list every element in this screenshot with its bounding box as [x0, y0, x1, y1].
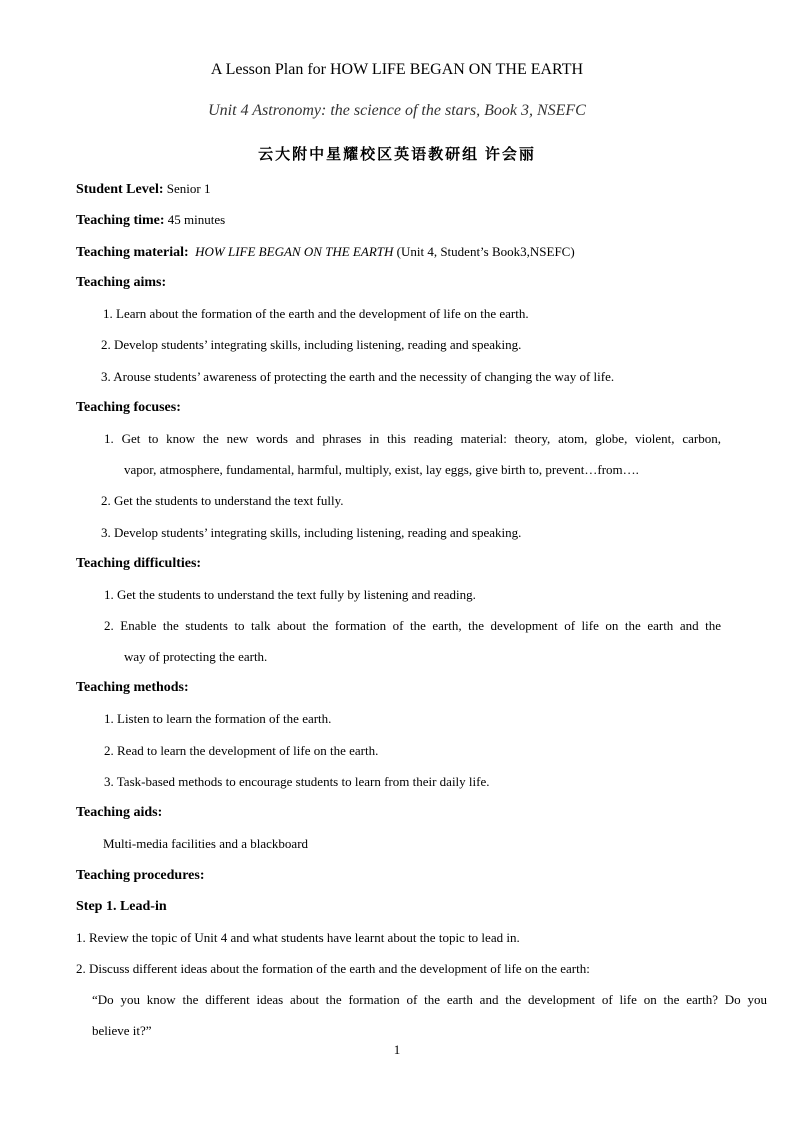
teaching-time-value: 45 minutes [167, 212, 226, 227]
teaching-procedures-heading: Teaching procedures: [76, 868, 205, 883]
teaching-time [76, 212, 225, 229]
step1-item: 2. Discuss different ideas about the formation of the earth and the development of life on the earth: [76, 961, 590, 976]
author-line: 云大附中星耀校区英语教研组 许会丽 [258, 147, 536, 163]
step1-heading: Step 1. Lead-in [76, 899, 167, 914]
student-level [76, 181, 210, 198]
teaching-time-label: Teaching time: [76, 213, 165, 228]
student-level-label: Student Level: [76, 182, 164, 197]
teaching-aids-value: Multi-media facilities and a blackboard [103, 836, 309, 851]
teaching-difficulty-item: 1. Get the students to understand the text fully by listening and reading. [104, 587, 476, 602]
teaching-difficulty-item: 2. Enable the students to talk about the formation of the earth, the development of life on the earth and the [104, 618, 721, 633]
teaching-aids-heading: Teaching aids: [76, 805, 163, 820]
teaching-material-label: Teaching material: [76, 245, 189, 260]
step1-quote-continuation: believe it?” [92, 1023, 152, 1038]
teaching-focus-item: 1. Get to know the new words and phrases in this reading material: theory, atom, globe, violent, carbon, [104, 431, 721, 446]
teaching-aim-item: 1. Learn about the formation of the earth and the development of life on the earth. [103, 306, 529, 321]
teaching-difficulty-item-continuation: way of protecting the earth. [124, 649, 268, 664]
teaching-focus-item: 3. Develop students’ integrating skills, including listening, reading and speaking. [101, 525, 522, 540]
teaching-material-rest: (Unit 4, Student’s Book3,NSEFC) [396, 244, 575, 259]
teaching-material [76, 244, 575, 261]
document-subtitle: Unit 4 Astronomy: the science of the stars, Book 3, NSEFC [208, 102, 586, 119]
teaching-method-item: 2. Read to learn the development of life on the earth. [104, 743, 379, 758]
document-title: A Lesson Plan for HOW LIFE BEGAN ON THE EARTH [210, 61, 584, 78]
teaching-aims-heading: Teaching aims: [76, 275, 167, 290]
teaching-difficulties-heading: Teaching difficulties: [76, 556, 202, 571]
step1-quote: “Do you know the different ideas about the formation of the earth and the development of life on the earth? Do you [92, 992, 767, 1007]
teaching-focus-item-continuation: vapor, atmosphere, fundamental, harmful, multiply, exist, lay eggs, give birth to, prevent…from…. [124, 462, 639, 477]
teaching-methods-heading: Teaching methods: [76, 680, 189, 695]
teaching-method-item: 1. Listen to learn the formation of the earth. [104, 711, 332, 726]
teaching-focus-item: 2. Get the students to understand the text fully. [101, 493, 344, 508]
student-level-value: Senior 1 [166, 181, 211, 196]
teaching-aim-item: 2. Develop students’ integrating skills, including listening, reading and speaking. [101, 337, 522, 352]
page-number: 1 [393, 1042, 401, 1057]
teaching-aim-item: 3. Arouse students’ awareness of protecting the earth and the necessity of changing the way of life. [101, 369, 615, 384]
teaching-method-item: 3. Task-based methods to encourage students to learn from their daily life. [104, 774, 490, 789]
step1-item: 1. Review the topic of Unit 4 and what students have learnt about the topic to lead in. [76, 930, 520, 945]
teaching-material-title: HOW LIFE BEGAN ON THE EARTH [195, 244, 394, 259]
teaching-focuses-heading: Teaching focuses: [76, 400, 181, 415]
